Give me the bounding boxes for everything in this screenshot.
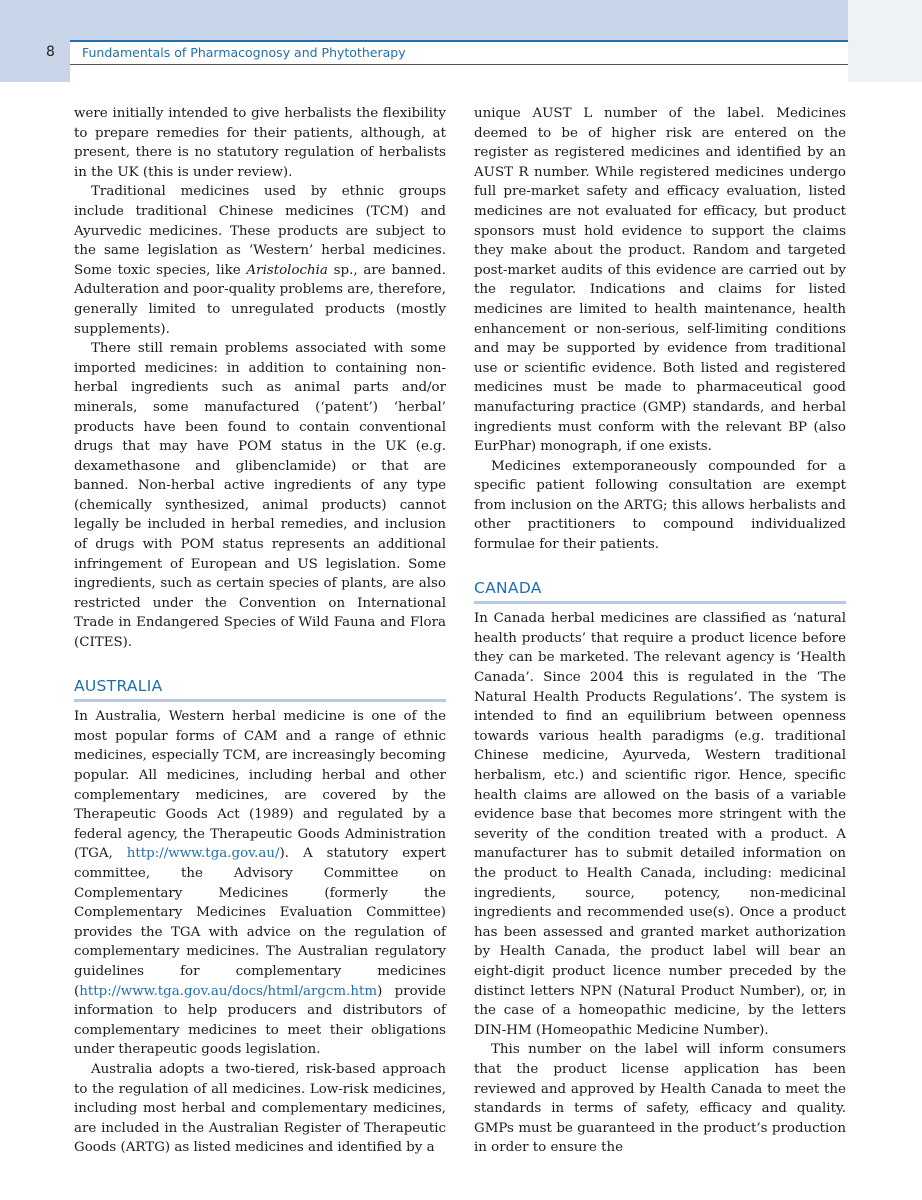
text-run: ) provide information to help producers and distributors of complementary medicines to meet their obligations under therapeutic goods legislation.	[74, 983, 446, 1058]
header-rule	[70, 40, 848, 42]
text-run: In Australia, Western herbal medicine is one of the most popular forms of CAM and a range of ethnic medicines, especially TCM, are increasingly becoming popular. All medicines, including herbal and other complementary medicines, are covered by the Therapeutic Goods Act (1989) and regulated by a federal agency, the Therapeutic Goods Administration (TGA,	[74, 709, 446, 862]
page-number: 8	[46, 44, 55, 60]
paragraph	[74, 707, 446, 1060]
paragraph: Australia adopts a two-tiered, risk-based approach to the regulation of all medicines. Low-risk medicines, including most herbal and complementary medicines, are included in the Australian Register of Therapeutic Goods (ARTG) as listed medicines and identified by a	[74, 1061, 446, 1156]
paragraph: This number on the label will inform consumers that the product license application has been reviewed and approved by Health Canada to meet the standards in terms of safety, efficacy and quality. GMPs must be guaranteed in the product’s production in order to ensure the	[474, 1042, 846, 1156]
header-bar	[70, 0, 848, 40]
paragraph: unique AUST L number of the label. Medicines deemed to be of higher risk are entered on the register as registered medicines and identified by an AUST R number. While registered medicines undergo full pre-market safety and efficacy evaluation, listed medicines are not evaluated for efficacy, but product sponsors must hold evidence to support the claims they make about the product. Random and targeted post-market audits of this evidence are carried out by the regulator. Indications and claims for listed medicines are limited to health maintenance, health enhancement or non-serious, self-limiting conditions and may be supported by evidence from traditional use or scientific evidence. Both listed and registered medicines must be made to pharmaceutical good manufacturing practice (GMP) standards, and herbal ingredients must conform with the relevant BP (also EurPhar) monograph, if one exists.	[474, 106, 846, 455]
paragraph: Medicines extemporaneously compounded for a specific patient following consultation are exempt from inclusion on the ARTG; this allows herbalists and other practitioners to compound individualized formulae for their patients.	[474, 458, 846, 553]
header-left-tab	[0, 0, 70, 82]
italic-species-name: Aristolochia	[246, 262, 328, 278]
section-heading-canada: CANADA	[474, 579, 846, 605]
header-right-tab	[848, 0, 922, 82]
tga-link[interactable]: http://www.tga.gov.au/	[126, 846, 280, 862]
section-heading-australia: AUSTRALIA	[74, 677, 446, 703]
header-underline	[70, 64, 848, 65]
paragraph: There still remain problems associated with some imported medicines: in addition to containing non-herbal ingredients such as animal parts and/or minerals, some manufactured (‘patent’) ‘herbal’ products have been found to contain conventional drugs that may have POM status in the UK (e.g. dexamethasone and glibenclamide) or that are banned. Non-herbal active ingredients of any type (chemically synthesized, animal products) cannot legally be included in herbal remedies, and inclusion of drugs with POM status represents an additional infringement of European and US legislation. Some ingredients, such as certain species of plants, are also restricted under the Convention on International Trade in Endangered Species of Wild Fauna and Flora (CITES).	[74, 341, 446, 651]
right-column	[474, 104, 846, 1158]
text-run: ). A statutory expert committee, the Advisory Committee on Complementary Medicines (formerly the Complementary Medicines Evaluation Committee) provides the TGA with advice on the regulation of complementary medicines. The Australian regulatory guidelines for complementary medicines (	[74, 846, 446, 999]
text-run: Traditional medicines used by ethnic groups include traditional Chinese medicines (TCM) and Ayurvedic medicines. These products are subject to the same legislation as ‘Western’ herbal medicines. Some toxic species, like	[74, 184, 446, 278]
left-column	[74, 104, 446, 1158]
running-title: Fundamentals of Pharmacognosy and Phytotherapy	[82, 45, 406, 60]
paragraph	[74, 182, 446, 339]
paragraph: were initially intended to give herbalists the flexibility to prepare remedies for their patients, although, at present, there is no statutory regulation of herbalists in the UK (this is under review).	[74, 106, 446, 180]
argcm-link[interactable]: http://www.tga.gov.au/docs/html/argcm.htm	[79, 983, 378, 999]
paragraph: In Canada herbal medicines are classified as ‘natural health products’ that require a product licence before they can be marketed. The relevant agency is ‘Health Canada’. Since 2004 this is regulated in the ‘The Natural Health Products Regulations’. The system is intended to find an equilibrium between openness towards various health paradigms (e.g. traditional Chinese medicine, Ayurveda, Western traditional herbalism, etc.) and scientific rigor. Hence, specific health claims are allowed on the basis of a variable evidence base that becomes more stringent with the severity of the condition treated with a product. A manufacturer has to submit detailed information on the product to Health Canada, including: medicinal ingredients, source, potency, non-medicinal ingredients and recommended use(s). Once a product has been assessed and granted market authorization by Health Canada, the product label will bear an eight-digit product licence number preceded by the distinct letters NPN (Natural Product Number), or, in the case of a homeopathic medicine, by the letters DIN-HM (Homeopathic Medicine Number).	[474, 611, 846, 1038]
text-run: sp., are banned. Adulteration and poor-quality problems are, therefore, generally limited to unregulated products (mostly supplements).	[74, 262, 447, 337]
